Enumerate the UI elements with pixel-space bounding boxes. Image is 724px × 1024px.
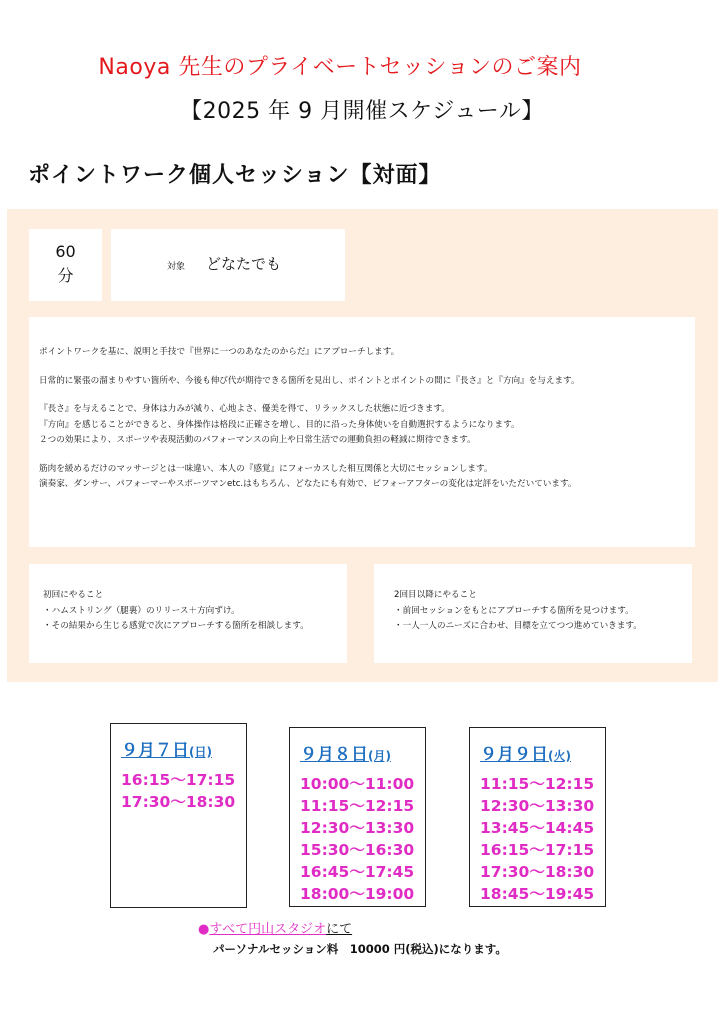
time-slot: 18:45～19:45 (480, 885, 595, 903)
description-paragraph: 日常的に緊張の溜まりやすい箇所や、今後も伸び代が期待できる箇所を見出し、ポイントとポイントの間に『長さ』と『方向』を与えます。 (39, 375, 580, 386)
time-slot: 16:45～17:45 (300, 863, 415, 881)
time-slot: 16:15～17:15 (121, 771, 236, 789)
schedule-date: ９月９日(火) (480, 745, 571, 765)
first-session-title: 初回にやること (43, 590, 104, 600)
time-slot: 13:45～14:45 (480, 819, 595, 837)
description-card (29, 317, 695, 547)
schedule-subtitle: 【2025 年 9 月開催スケジュール】 (180, 99, 544, 124)
second-session-item: ・一人一人のニーズに合わせ、目標を立てつつ進めていきます。 (394, 621, 642, 631)
description-paragraph: ポイントワークを基に、説明と手技で『世界に一つのあなたのからだ』にアプローチします。 (39, 347, 400, 357)
target-label: 対象 (167, 262, 186, 272)
venue-name: すべて円山スタジオ (209, 922, 327, 937)
schedule-card-sep7 (110, 723, 247, 908)
first-session-item: ・その結果から生じる感覚で次にアプローチする箇所を相談します。 (43, 621, 309, 631)
description-paragraph: 筋肉を緩めるだけのマッサージとは一味違い、本人の『感覚』にフォーカスした相互関係と大切にセッションします。 演奏家、ダンサー、パフォーマーやスポーツマンetc.はもちろん、どなたにも有効で、ビフォーアフターの変化は定評をいただいています。 (39, 463, 577, 489)
venue-line (198, 918, 352, 937)
duration-number: 60 (55, 242, 76, 261)
schedule-card-sep8 (289, 727, 426, 907)
schedule-date: ９月７日(日) (121, 741, 212, 761)
session-heading: ポイントワーク個人セッション【対面】 (28, 162, 442, 188)
description-paragraph: 『長さ』を与えることで、身体は力みが減り、心地よさ、優美を得て、リラックスした状態に近づきます。 『方向』を感じることができると、身体操作は格段に正確さを増し、目的に沿った身体使いを自動選択するようになります。 ２つの効果により、スポーツや表現活動のパフォーマンスの向上や日常生活での運動負担の軽減に期待できます。 (39, 404, 520, 445)
fee-text: パーソナルセッション料 10000 円(税込)になります。 (213, 942, 507, 956)
time-slot: 12:30～13:30 (300, 819, 415, 837)
time-slot: 17:30～18:30 (480, 863, 595, 881)
time-slot: 17:30～18:30 (121, 793, 236, 811)
duration-unit: 分 (57, 266, 74, 285)
first-session-item: ・ハムストリング（腿裏）のリリース＋方向ずけ。 (43, 605, 240, 616)
time-slot: 16:15～17:15 (480, 841, 595, 859)
time-slot: 12:30～13:30 (480, 797, 595, 815)
time-slot: 15:30～16:30 (300, 841, 415, 859)
target-value: どなたでも (206, 255, 282, 273)
schedule-date: ９月８日(月) (300, 745, 391, 765)
second-session-card (374, 564, 692, 663)
info-panel (7, 209, 718, 682)
second-session-title: 2回目以降にやること (394, 590, 477, 600)
duration-card (29, 229, 102, 301)
second-session-item: ・前回セッションをもとにアプローチする箇所を見つけます。 (394, 605, 634, 616)
time-slot: 11:15～12:15 (300, 797, 415, 815)
venue-suffix: にて (326, 922, 353, 937)
first-session-card (29, 564, 347, 663)
time-slot: 10:00～11:00 (300, 775, 415, 793)
page-title: Naoya 先生のプライベートセッションのご案内 (98, 55, 582, 80)
schedule-card-sep9 (469, 727, 606, 907)
target-card (111, 229, 345, 301)
bullet-icon: ● (198, 922, 210, 937)
time-slot: 11:15～12:15 (480, 775, 595, 793)
time-slot: 18:00～19:00 (300, 885, 415, 903)
